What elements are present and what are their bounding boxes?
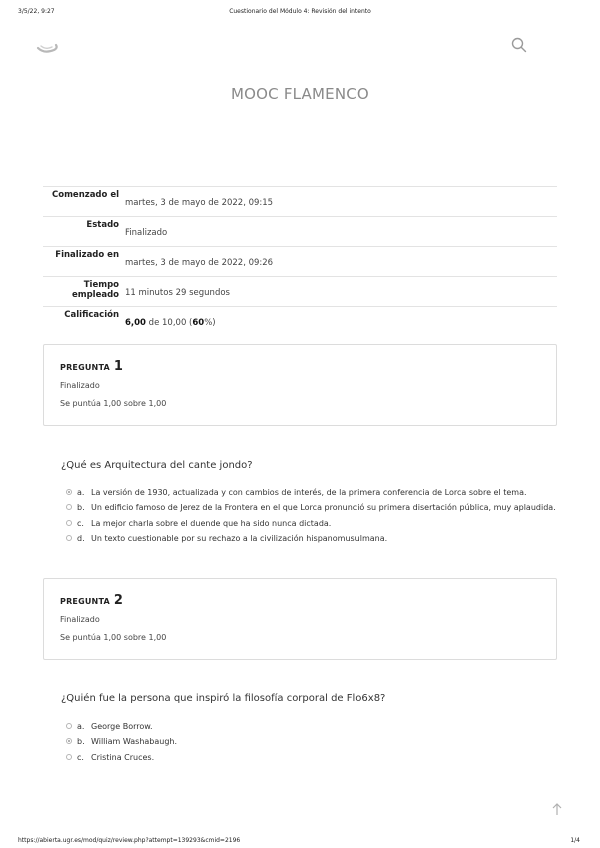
radio-icon[interactable] [66, 520, 72, 526]
answer-letter: b. [77, 737, 85, 747]
print-page-number: 1/4 [570, 837, 580, 844]
question-number-value: 1 [113, 359, 124, 374]
answer-text: La mejor charla sobre el duende que ha sido nunca dictada. [91, 518, 332, 528]
question-state: Finalizado [60, 381, 100, 390]
summary-value: martes, 3 de mayo de 2022, 09:26 [125, 258, 274, 268]
radio-icon[interactable] [66, 504, 72, 510]
question-text-2: ¿Quién fue la persona que inspiró la filosofía corporal de Flo6x8? [61, 693, 386, 704]
question-grade: Se puntúa 1,00 sobre 1,00 [60, 399, 167, 408]
answer-text: George Borrow. [91, 722, 153, 731]
arrow-up-icon [551, 802, 563, 816]
summary-row-started [43, 187, 557, 217]
question-label: PREGUNTA [60, 597, 110, 606]
question-label: PREGUNTA [60, 363, 110, 372]
question-number-value: 2 [113, 593, 124, 608]
summary-label: Estado [86, 220, 119, 230]
answer-text: La versión de 1930, actualizada y con cambios de interés, de la primera conferencia de Lorca sobre el tema. [91, 488, 527, 497]
summary-value: Finalizado [125, 228, 168, 238]
question-grade: Se puntúa 1,00 sobre 1,00 [60, 633, 167, 642]
answer-letter: d. [77, 533, 85, 543]
summary-row-finished [43, 247, 557, 277]
summary-label: Tiempo empleado [71, 280, 119, 300]
grade-score: 6,00 [125, 318, 146, 328]
question-info-2 [43, 578, 557, 660]
print-url: https://abierta.ugr.es/mod/quiz/review.php?attempt=139293&cmid=2196 [18, 837, 241, 844]
summary-row-grade [43, 307, 557, 337]
radio-selected-icon[interactable] [66, 489, 72, 495]
answer-text: Un texto cuestionable por su rechazo a la civilización hispanomusulmana. [91, 533, 388, 543]
answer-text: Un edificio famoso de Jerez de la Frontera en el que Lorca pronunció su primera disertación pública, muy aplaudida. [91, 503, 556, 513]
search-button[interactable] [510, 36, 528, 54]
answer-letter: a. [77, 722, 85, 731]
answer-text: William Washabaugh. [91, 737, 178, 747]
search-icon [510, 36, 528, 54]
answer-letter: a. [77, 488, 85, 497]
grade-of: de 10,00 ( [145, 318, 193, 328]
answer-letter: b. [77, 503, 85, 513]
summary-row-state [43, 217, 557, 247]
print-title: Cuestionario del Módulo 4: Revisión del intento [229, 8, 371, 15]
summary-label: Calificación [64, 310, 119, 320]
summary-value: 11 minutos 29 segundos [125, 288, 230, 298]
site-logo[interactable] [36, 38, 60, 56]
summary-value: martes, 3 de mayo de 2022, 09:15 [125, 198, 274, 208]
answer-letter: c. [77, 518, 84, 528]
question-number [60, 359, 123, 374]
attempt-summary-table [43, 186, 557, 337]
grade-percent: 60 [192, 318, 205, 328]
radio-selected-icon[interactable] [66, 738, 72, 744]
grade-percent-suffix: %) [204, 318, 216, 328]
question-text-1: ¿Qué es Arquitectura del cante jondo? [61, 460, 253, 471]
site-title: MOOC FLAMENCO [231, 85, 369, 103]
radio-icon[interactable] [66, 535, 72, 541]
back-to-top-button[interactable] [551, 801, 563, 815]
summary-label: Comenzado el [52, 190, 119, 200]
summary-value [124, 307, 557, 337]
answer-letter: c. [77, 752, 84, 762]
print-date: 3/5/22, 9:27 [18, 8, 55, 15]
summary-row-time [43, 277, 557, 307]
question-info-1 [43, 344, 557, 426]
spiral-logo-icon [36, 38, 60, 56]
question-number [60, 593, 123, 608]
answer-text: Cristina Cruces. [91, 752, 155, 762]
question-state: Finalizado [60, 615, 100, 624]
summary-label: Finalizado en [55, 250, 119, 260]
radio-icon[interactable] [66, 723, 72, 729]
radio-icon[interactable] [66, 754, 72, 760]
